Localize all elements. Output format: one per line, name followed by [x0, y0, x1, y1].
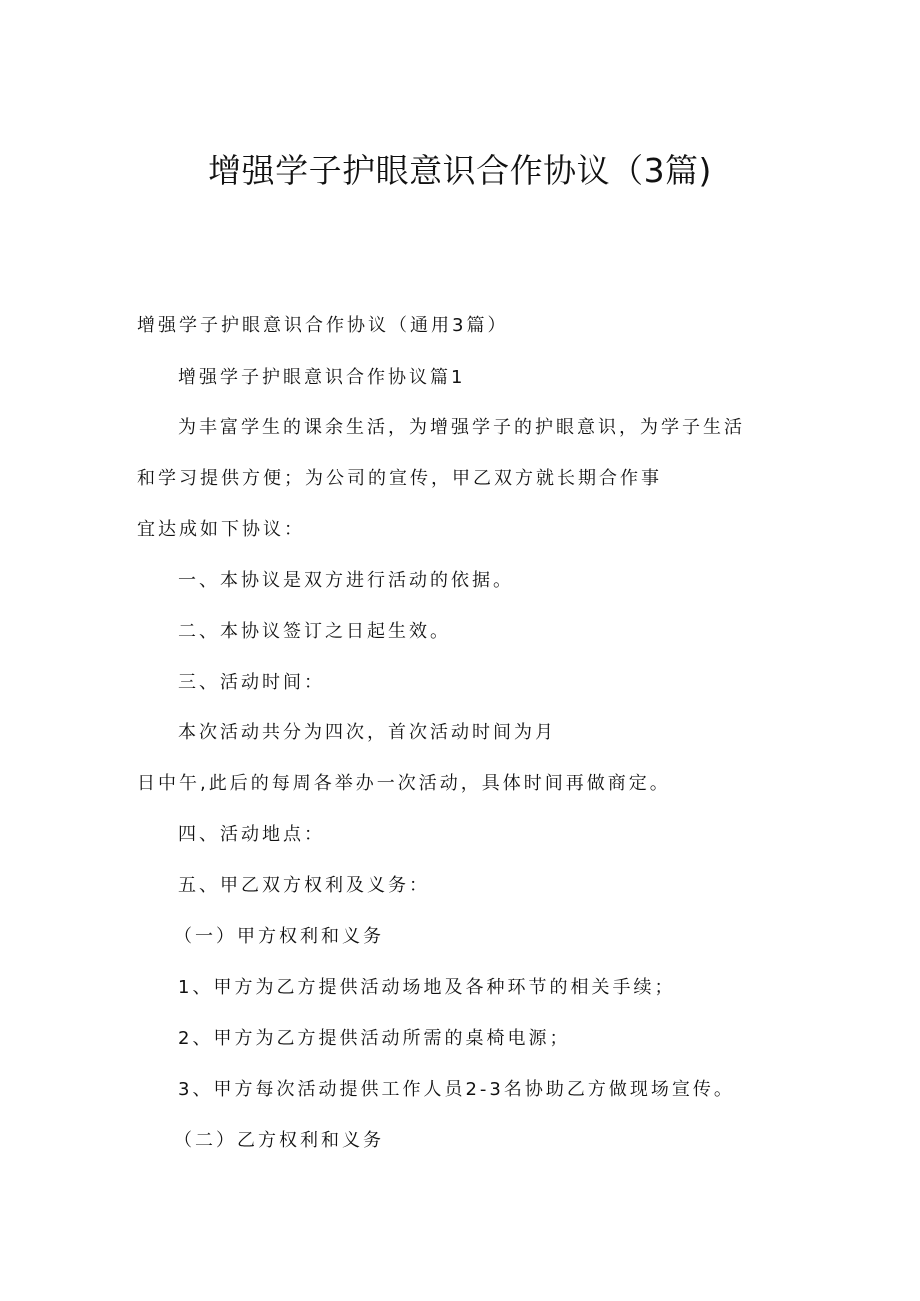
clause-3-heading: 三、活动时间：	[178, 672, 325, 693]
document-subtitle: 增强学子护眼意识合作协议（通用3篇）	[137, 315, 509, 336]
party-a-item-2: 2、甲方为乙方提供活动所需的桌椅电源；	[178, 1028, 571, 1049]
document-title: 增强学子护眼意识合作协议（3篇)	[208, 151, 712, 190]
clause-3-line-2: 日中午,此后的每周各举办一次活动，具体时间再做商定。	[137, 773, 671, 794]
party-a-heading: （一）甲方权利和义务	[174, 926, 384, 947]
party-b-heading: （二）乙方权利和义务	[174, 1130, 384, 1151]
clause-4-heading: 四、活动地点：	[178, 824, 325, 845]
clause-2: 二、本协议签订之日起生效。	[178, 621, 451, 642]
clause-3-line-1: 本次活动共分为四次，首次活动时间为月	[178, 722, 556, 743]
clause-5-heading: 五、甲乙双方权利及义务：	[178, 875, 430, 896]
paragraph-intro-line-1: 为丰富学生的课余生活，为增强学子的护眼意识，为学子生活	[178, 417, 745, 438]
party-a-item-1: 1、甲方为乙方提供活动场地及各种环节的相关手续；	[178, 977, 676, 998]
paragraph-intro-line-3: 宜达成如下协议：	[137, 519, 305, 540]
clause-1: 一、本协议是双方进行活动的依据。	[178, 570, 514, 591]
party-a-item-3: 3、甲方每次活动提供工作人员2-3名协助乙方做现场宣传。	[178, 1079, 735, 1100]
section-heading: 增强学子护眼意识合作协议篇1	[178, 367, 466, 388]
paragraph-intro-line-2: 和学习提供方便；为公司的宣传，甲乙双方就长期合作事	[137, 468, 662, 489]
